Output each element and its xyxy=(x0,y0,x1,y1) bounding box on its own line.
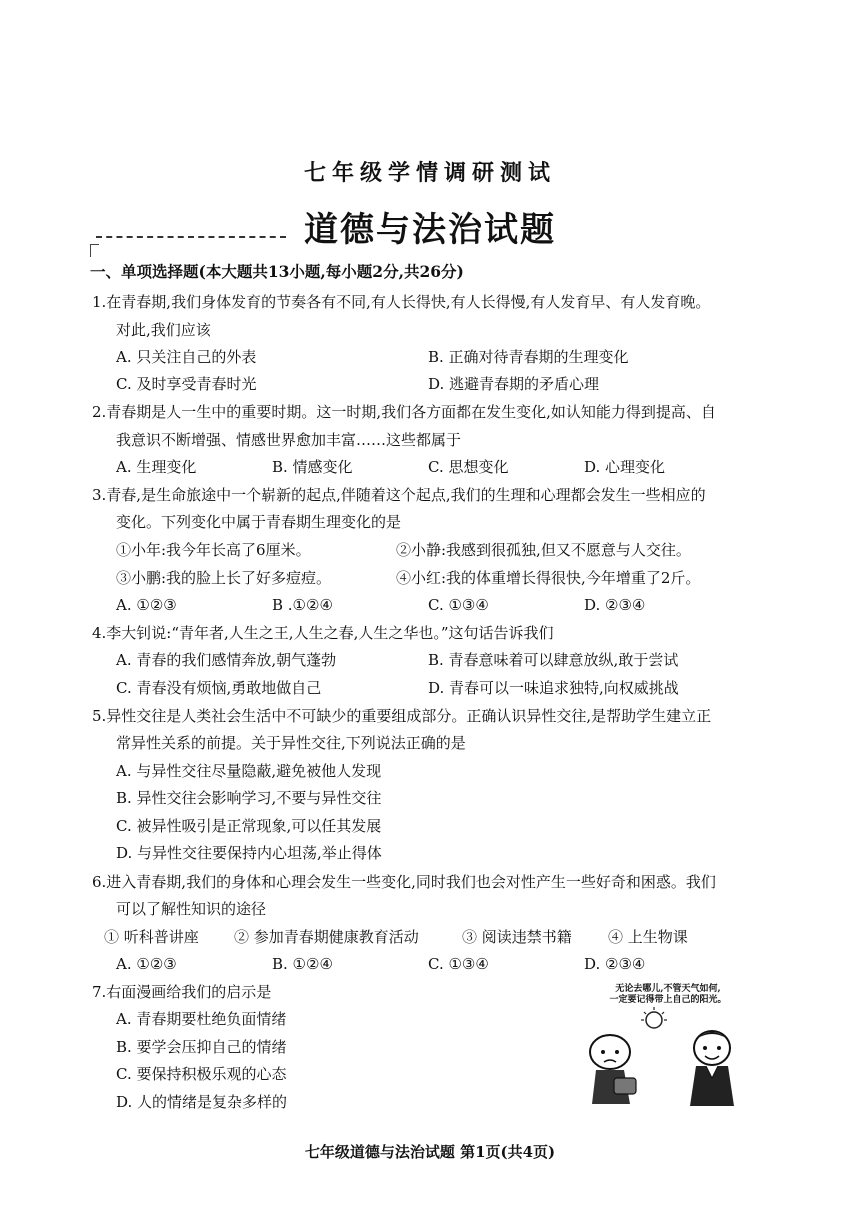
question-4-option-a: A. 青春的我们感情奔放,朝气蓬勃 xyxy=(116,651,337,669)
question-6-item-2: ② 参加青春期健康教育活动 xyxy=(234,928,419,946)
corner-bracket-mark xyxy=(90,244,99,257)
question-1-option-b: B. 正确对待青春期的生理变化 xyxy=(428,348,629,366)
question-6-option-c: C. ①③④ xyxy=(428,955,489,973)
question-3-option-c: C. ①③④ xyxy=(428,596,489,614)
question-3-item-1: ①小年:我今年长高了6厘米。 xyxy=(116,541,311,559)
left-figure-icon xyxy=(590,1035,636,1104)
question-7-stem: 7.右面漫画给我们的启示是 xyxy=(92,983,272,1001)
question-5-option-b: B. 异性交往会影响学习,不要与异性交往 xyxy=(116,789,382,807)
sun-icon xyxy=(641,1007,667,1028)
question-7-option-c: C. 要保持积极乐观的心态 xyxy=(116,1065,287,1083)
question-6-stem-line-1: 6.进入青春期,我们的身体和心理会发生一些变化,同时我们也会对性产生一些好奇和困惑。我们 xyxy=(92,873,716,891)
section-heading: 一、单项选择题(本大题共13小题,每小题2分,共26分) xyxy=(90,262,464,281)
question-3-item-3: ③小鹏:我的脸上长了好多痘痘。 xyxy=(116,569,332,587)
question-1-stem-line-1: 1.在青春期,我们身体发育的节奏各有不同,有人长得快,有人长得慢,有人发育早、有人发育晚。 xyxy=(92,293,711,311)
question-6-item-3: ③ 阅读违禁书籍 xyxy=(462,928,572,946)
page-footer: 七年级道德与法治试题 第1页(共4页) xyxy=(304,1143,556,1161)
seal-dashed-line xyxy=(96,236,286,238)
question-3-option-a: A. ①②③ xyxy=(116,596,177,614)
question-1-option-a: A. 只关注自己的外表 xyxy=(116,348,257,366)
question-2-option-c: C. 思想变化 xyxy=(428,458,509,476)
question-7-option-d: D. 人的情绪是复杂多样的 xyxy=(116,1093,288,1111)
question-6-item-1: ① 听科普讲座 xyxy=(104,928,199,946)
cartoon-illustration xyxy=(578,982,750,1114)
right-figure-icon xyxy=(690,1031,734,1106)
question-7-option-a: A. 青春期要杜绝负面情绪 xyxy=(116,1010,287,1028)
question-3-item-4: ④小红:我的体重增长得很快,今年增重了2斤。 xyxy=(396,569,701,587)
question-2-option-b: B. 情感变化 xyxy=(272,458,353,476)
question-6-option-a: A. ①②③ xyxy=(116,955,177,973)
question-2-option-a: A. 生理变化 xyxy=(116,458,197,476)
question-3-item-2: ②小静:我感到很孤独,但又不愿意与人交往。 xyxy=(396,541,691,559)
exam-title: 道德与法治试题 xyxy=(304,210,556,250)
question-4-stem: 4.李大钊说:“青年者,人生之王,人生之春,人生之华也。”这句话告诉我们 xyxy=(92,624,554,642)
question-3-stem-line-1: 3.青春,是生命旅途中一个崭新的起点,伴随着这个起点,我们的生理和心理都会发生一些相应的 xyxy=(92,486,706,504)
question-5-option-a: A. 与异性交往尽量隐蔽,避免被他人发现 xyxy=(116,762,382,780)
question-4-option-b: B. 青春意味着可以肆意放纵,敢于尝试 xyxy=(428,651,679,669)
question-6-stem-line-2: 可以了解性知识的途径 xyxy=(116,900,267,918)
question-7-option-b: B. 要学会压抑自己的情绪 xyxy=(116,1038,287,1056)
cartoon-caption-line-2: 一定要记得带上自己的阳光。 xyxy=(609,995,727,1005)
question-4-option-d: D. 青春可以一味追求独特,向权威挑战 xyxy=(428,679,679,697)
cartoon-caption-line-1: 无论去哪儿,不管天气如何, xyxy=(615,984,721,994)
exam-subtitle: 七年级学情调研测试 xyxy=(303,160,556,186)
question-6-item-4: ④ 上生物课 xyxy=(608,928,688,946)
question-3-option-d: D. ②③④ xyxy=(584,596,646,614)
question-5-stem-line-2: 常异性关系的前提。关于异性交往,下列说法正确的是 xyxy=(116,734,466,752)
question-5-option-c: C. 被异性吸引是正常现象,可以任其发展 xyxy=(116,817,382,835)
question-3-stem-line-2: 变化。下列变化中属于青春期生理变化的是 xyxy=(116,513,402,531)
question-5-stem-line-1: 5.异性交往是人类社会生活中不可缺少的重要组成部分。正确认识异性交往,是帮助学生建立正 xyxy=(92,707,712,725)
question-5-option-d: D. 与异性交往要保持内心坦荡,举止得体 xyxy=(116,844,382,862)
question-1-option-d: D. 逃避青春期的矛盾心理 xyxy=(428,375,600,393)
question-1-stem-line-2: 对此,我们应该 xyxy=(116,321,211,339)
question-3-option-b: B .①②④ xyxy=(272,596,333,614)
question-1-option-c: C. 及时享受青春时光 xyxy=(116,375,257,393)
question-2-stem-line-2: 我意识不断增强、情感世界愈加丰富……这些都属于 xyxy=(116,431,462,449)
question-6-option-b: B. ①②④ xyxy=(272,955,333,973)
question-2-stem-line-1: 2.青春期是人一生中的重要时期。这一时期,我们各方面都在发生变化,如认知能力得到提高、自 xyxy=(92,403,716,421)
question-2-option-d: D. 心理变化 xyxy=(584,458,666,476)
question-6-option-d: D. ②③④ xyxy=(584,955,646,973)
question-4-option-c: C. 青春没有烦恼,勇敢地做自己 xyxy=(116,679,322,697)
